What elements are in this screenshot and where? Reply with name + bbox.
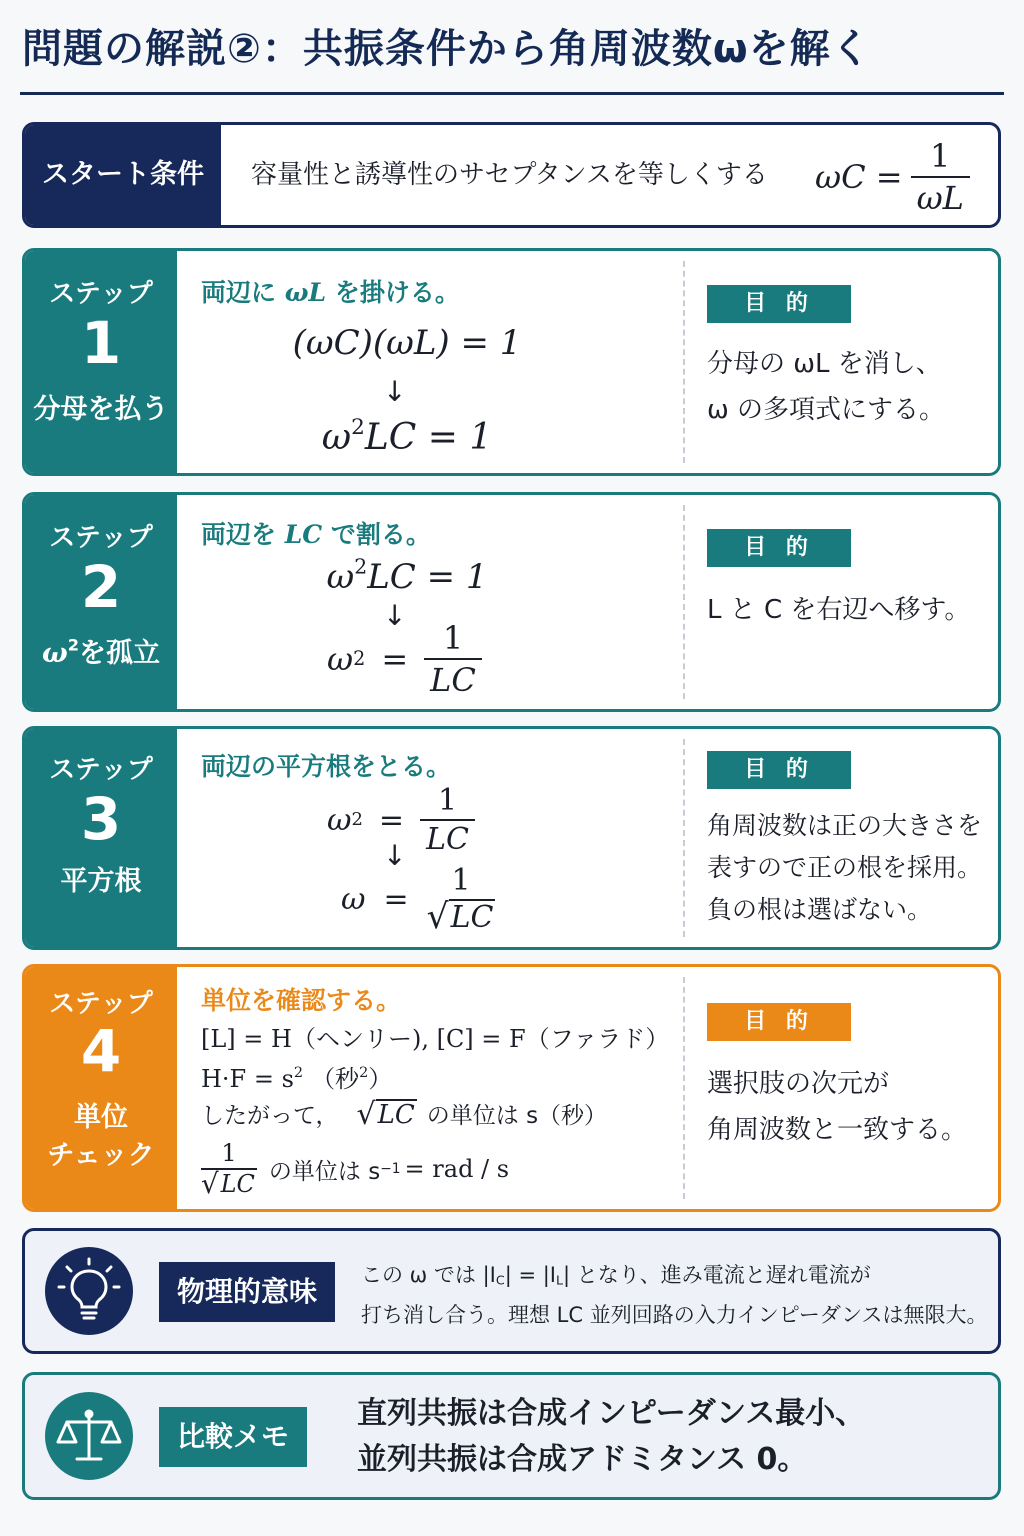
step-3-eq1-equals: =: [378, 802, 405, 838]
step-4-caption-line-1: 単位: [74, 1102, 128, 1133]
step-2-heading: [201, 515, 431, 551]
comparison-memo-line-1: 直列共振は合成インピーダンス最小、: [357, 1396, 866, 1431]
step-4-body: [177, 967, 683, 1209]
step-3-sidebar: [25, 729, 177, 947]
step-2-purpose-text: [707, 587, 988, 633]
step-2-eq1-exponent: 2: [354, 554, 368, 579]
step-2-caption-base: ω: [42, 638, 68, 669]
page-title: 問題の解説②：共振条件から角周波数ωを解く: [22, 26, 872, 72]
step-2-caption-rest: を孤立: [78, 638, 160, 669]
start-condition-panel: [22, 122, 1001, 228]
step-4-line-4-fraction: [201, 1139, 257, 1199]
step-4-line-2: [201, 1059, 392, 1094]
step-4-line-3: [201, 1097, 608, 1133]
step-2-sidebar: [25, 495, 177, 709]
step-2-divider: [683, 505, 685, 699]
step-3-divider: [683, 739, 685, 937]
step-2-arrow: ↓: [383, 599, 407, 632]
comparison-memo-text: [357, 1391, 865, 1483]
step-2-purpose-tag: 目 的: [707, 529, 851, 567]
step-4-purpose-line-1: 選択肢の次元が: [707, 1069, 890, 1099]
step-1-sidebar: [25, 251, 177, 473]
start-equation-left: ωC =: [815, 158, 903, 196]
step-4-number: 4: [80, 1017, 122, 1085]
step-4-divider: [683, 977, 685, 1199]
step-4-line-4-radicand: LC: [220, 1170, 255, 1199]
start-equation-fraction: [911, 137, 970, 217]
step-1-purpose-tag: 目 的: [707, 285, 851, 323]
physics-line-1-a: この ω では |I: [361, 1263, 496, 1287]
step-1-heading: [201, 273, 460, 309]
step-4-purpose: [707, 967, 988, 1209]
step-2-equation-2: ω 2 = $\frac{1}{LC}$: [327, 619, 482, 699]
step-4-line-4-a: の単位は s: [268, 1158, 381, 1185]
step-3-purpose-tag: 目 的: [707, 751, 851, 789]
step-2-purpose: [707, 495, 988, 709]
step-2-panel: [22, 492, 1001, 712]
step-3-label: ステップ: [49, 755, 153, 785]
step-2-label: ステップ: [49, 523, 153, 553]
step-4-line-4-denominator: √ LC: [201, 1167, 255, 1200]
scale-icon: [45, 1392, 133, 1480]
physics-meaning-line-1: [361, 1255, 987, 1295]
step-3-panel: [22, 726, 1001, 950]
step-3-equation-2: [341, 863, 495, 936]
physics-meaning-text: [361, 1255, 987, 1335]
step-2-eq2-fraction: [424, 619, 482, 699]
step-2-eq2-denominator: LC: [424, 658, 482, 699]
step-3-purpose-line-2: 表すので正の根を採用。: [707, 853, 983, 882]
step-4-line-2-exponent: 2: [293, 1064, 304, 1081]
step-3-eq2-fraction: [427, 863, 496, 936]
step-1-body: [177, 251, 683, 473]
step-4-panel: [22, 964, 1001, 1212]
step-1-equation-1: (ωC)(ωL) = 1: [292, 323, 522, 363]
step-3-caption: 平方根: [60, 866, 142, 897]
step-2-heading-text-a: 両辺を: [201, 520, 285, 549]
step-4-line-2-c: ）: [368, 1065, 393, 1093]
title-divider: [20, 92, 1004, 95]
step-4-line-3-b: の単位は s（秒）: [426, 1103, 608, 1129]
step-4-line-2-exponent-2: 2: [359, 1064, 369, 1081]
step-3-eq1-fraction: [420, 783, 475, 857]
step-1-number: 1: [80, 309, 122, 377]
start-equation: [815, 137, 970, 217]
comparison-memo-line-2: 並列共振は合成アドミタンス 0。: [357, 1442, 808, 1477]
step-4-line-2-b: （秒: [311, 1065, 360, 1093]
physics-line-1-sub-l: L: [555, 1272, 564, 1288]
step-1-panel: [22, 248, 1001, 476]
step-3-eq2-left: ω: [341, 881, 366, 917]
step-2-equation-1: [177, 554, 637, 597]
step-4-line-4: 1 √ LC の単位は s −1 = rad / s: [201, 1139, 510, 1200]
step-1-heading-math: ωL: [284, 278, 327, 307]
step-4-line-4-numerator: 1: [221, 1139, 237, 1167]
step-2-heading-text-b: で割る。: [322, 520, 431, 549]
step-4-line-1: [L] = H（ヘンリー), [C] = F（ファラド）: [201, 1025, 670, 1053]
step-3-arrow: ↓: [383, 839, 407, 872]
physics-line-1-c: | となり、進み電流と遅れ電流が: [563, 1263, 871, 1287]
step-1-purpose: [707, 251, 988, 473]
step-4-caption: [25, 1099, 177, 1175]
step-2-purpose-line-1: L と C を右辺へ移す。: [707, 595, 971, 625]
step-4-purpose-line-2: 角周波数と一致する。: [707, 1115, 968, 1145]
comparison-memo-label: 比較メモ: [159, 1407, 307, 1467]
step-4-line-3-sqrt: √ LC: [356, 1097, 415, 1133]
step-3-eq1-left: ω: [327, 802, 352, 838]
step-4-label: ステップ: [49, 989, 153, 1019]
step-3-eq1-numerator: 1: [437, 783, 458, 818]
step-3-equation-1: ω 2 = $\frac{1}{LC}$: [327, 783, 475, 857]
step-1-label: ステップ: [49, 279, 153, 309]
step-4-heading: 単位を確認する。: [201, 986, 402, 1015]
lightbulb-icon: [45, 1247, 133, 1335]
step-2-caption: [25, 635, 177, 673]
step-2-body: [177, 495, 683, 709]
physics-meaning-label: 物理的意味: [159, 1262, 335, 1322]
step-4-line-3-radicand: LC: [377, 1100, 415, 1131]
step-2-eq2-numerator: 1: [442, 619, 464, 657]
step-4-caption-line-2: チェック: [47, 1140, 155, 1171]
step-3-eq2-numerator: 1: [451, 863, 471, 898]
step-1-equation-2: [177, 414, 637, 458]
step-1-eq2-base: ω: [321, 417, 352, 458]
physics-line-1-sub-c: C: [495, 1272, 505, 1288]
step-1-caption: 分母を払う: [33, 394, 169, 425]
step-2-eq1-base: ω: [326, 557, 355, 597]
step-1-heading-text-a: 両辺に: [201, 278, 285, 307]
physics-meaning-panel: [22, 1228, 1001, 1354]
step-4-sidebar: [25, 967, 177, 1209]
step-3-eq1-denominator: LC: [420, 819, 475, 857]
step-1-eq2-exponent: 2: [351, 414, 365, 440]
step-3-purpose: [707, 729, 988, 947]
step-2-caption-exponent: 2: [67, 635, 79, 655]
physics-meaning-line-2: 打ち消し合う。理想 LC 並列回路の入力インピーダンスは無限大。: [361, 1303, 988, 1327]
step-4-line-3-a: したがって，: [201, 1103, 339, 1129]
step-2-eq1-rest: LC = 1: [367, 557, 488, 597]
step-4-purpose-text: [707, 1061, 988, 1153]
step-1-purpose-text: [707, 341, 988, 433]
comparison-memo-panel: [22, 1372, 1001, 1500]
start-condition-label: スタート条件: [25, 125, 221, 225]
step-4-line-2-a: H·F = s: [201, 1065, 294, 1093]
step-1-purpose-line-2: ω の多項式にする。: [707, 395, 946, 425]
start-condition-text: 容量性と誘導性のサセプタンスを等しくする: [251, 160, 768, 190]
step-1-eq2-rest: LC = 1: [364, 417, 493, 458]
step-2-number: 2: [80, 553, 122, 621]
step-1-divider: [683, 261, 685, 463]
step-3-number: 3: [80, 785, 122, 853]
step-3-purpose-text: [707, 805, 988, 931]
step-3-purpose-line-1: 角周波数は正の大きさを: [707, 811, 983, 840]
step-3-eq2-denominator: √ LC: [426, 896, 494, 937]
step-3-body: [177, 729, 683, 947]
step-1-arrow: ↓: [383, 375, 407, 408]
step-1-heading-text-b: を掛ける。: [326, 278, 460, 307]
step-2-heading-math: LC: [284, 520, 323, 549]
start-equation-denominator: ωL: [911, 176, 970, 217]
step-4-line-4-b: = rad / s: [404, 1155, 510, 1183]
physics-line-1-b: | = |I: [504, 1263, 556, 1287]
step-3-eq2-radicand: LC: [450, 900, 494, 935]
step-4-purpose-tag: 目 的: [707, 1003, 851, 1041]
step-2-eq2-equals: =: [381, 640, 409, 678]
step-3-eq2-equals: =: [383, 881, 409, 917]
step-1-purpose-line-1: 分母の ωL を消し、: [707, 349, 942, 379]
step-3-heading: 両辺の平方根をとる。: [201, 752, 452, 781]
step-3-purpose-line-3: 負の根は選ばない。: [707, 895, 933, 924]
start-equation-numerator: 1: [930, 137, 951, 175]
step-2-eq2-left: ω: [327, 640, 354, 678]
